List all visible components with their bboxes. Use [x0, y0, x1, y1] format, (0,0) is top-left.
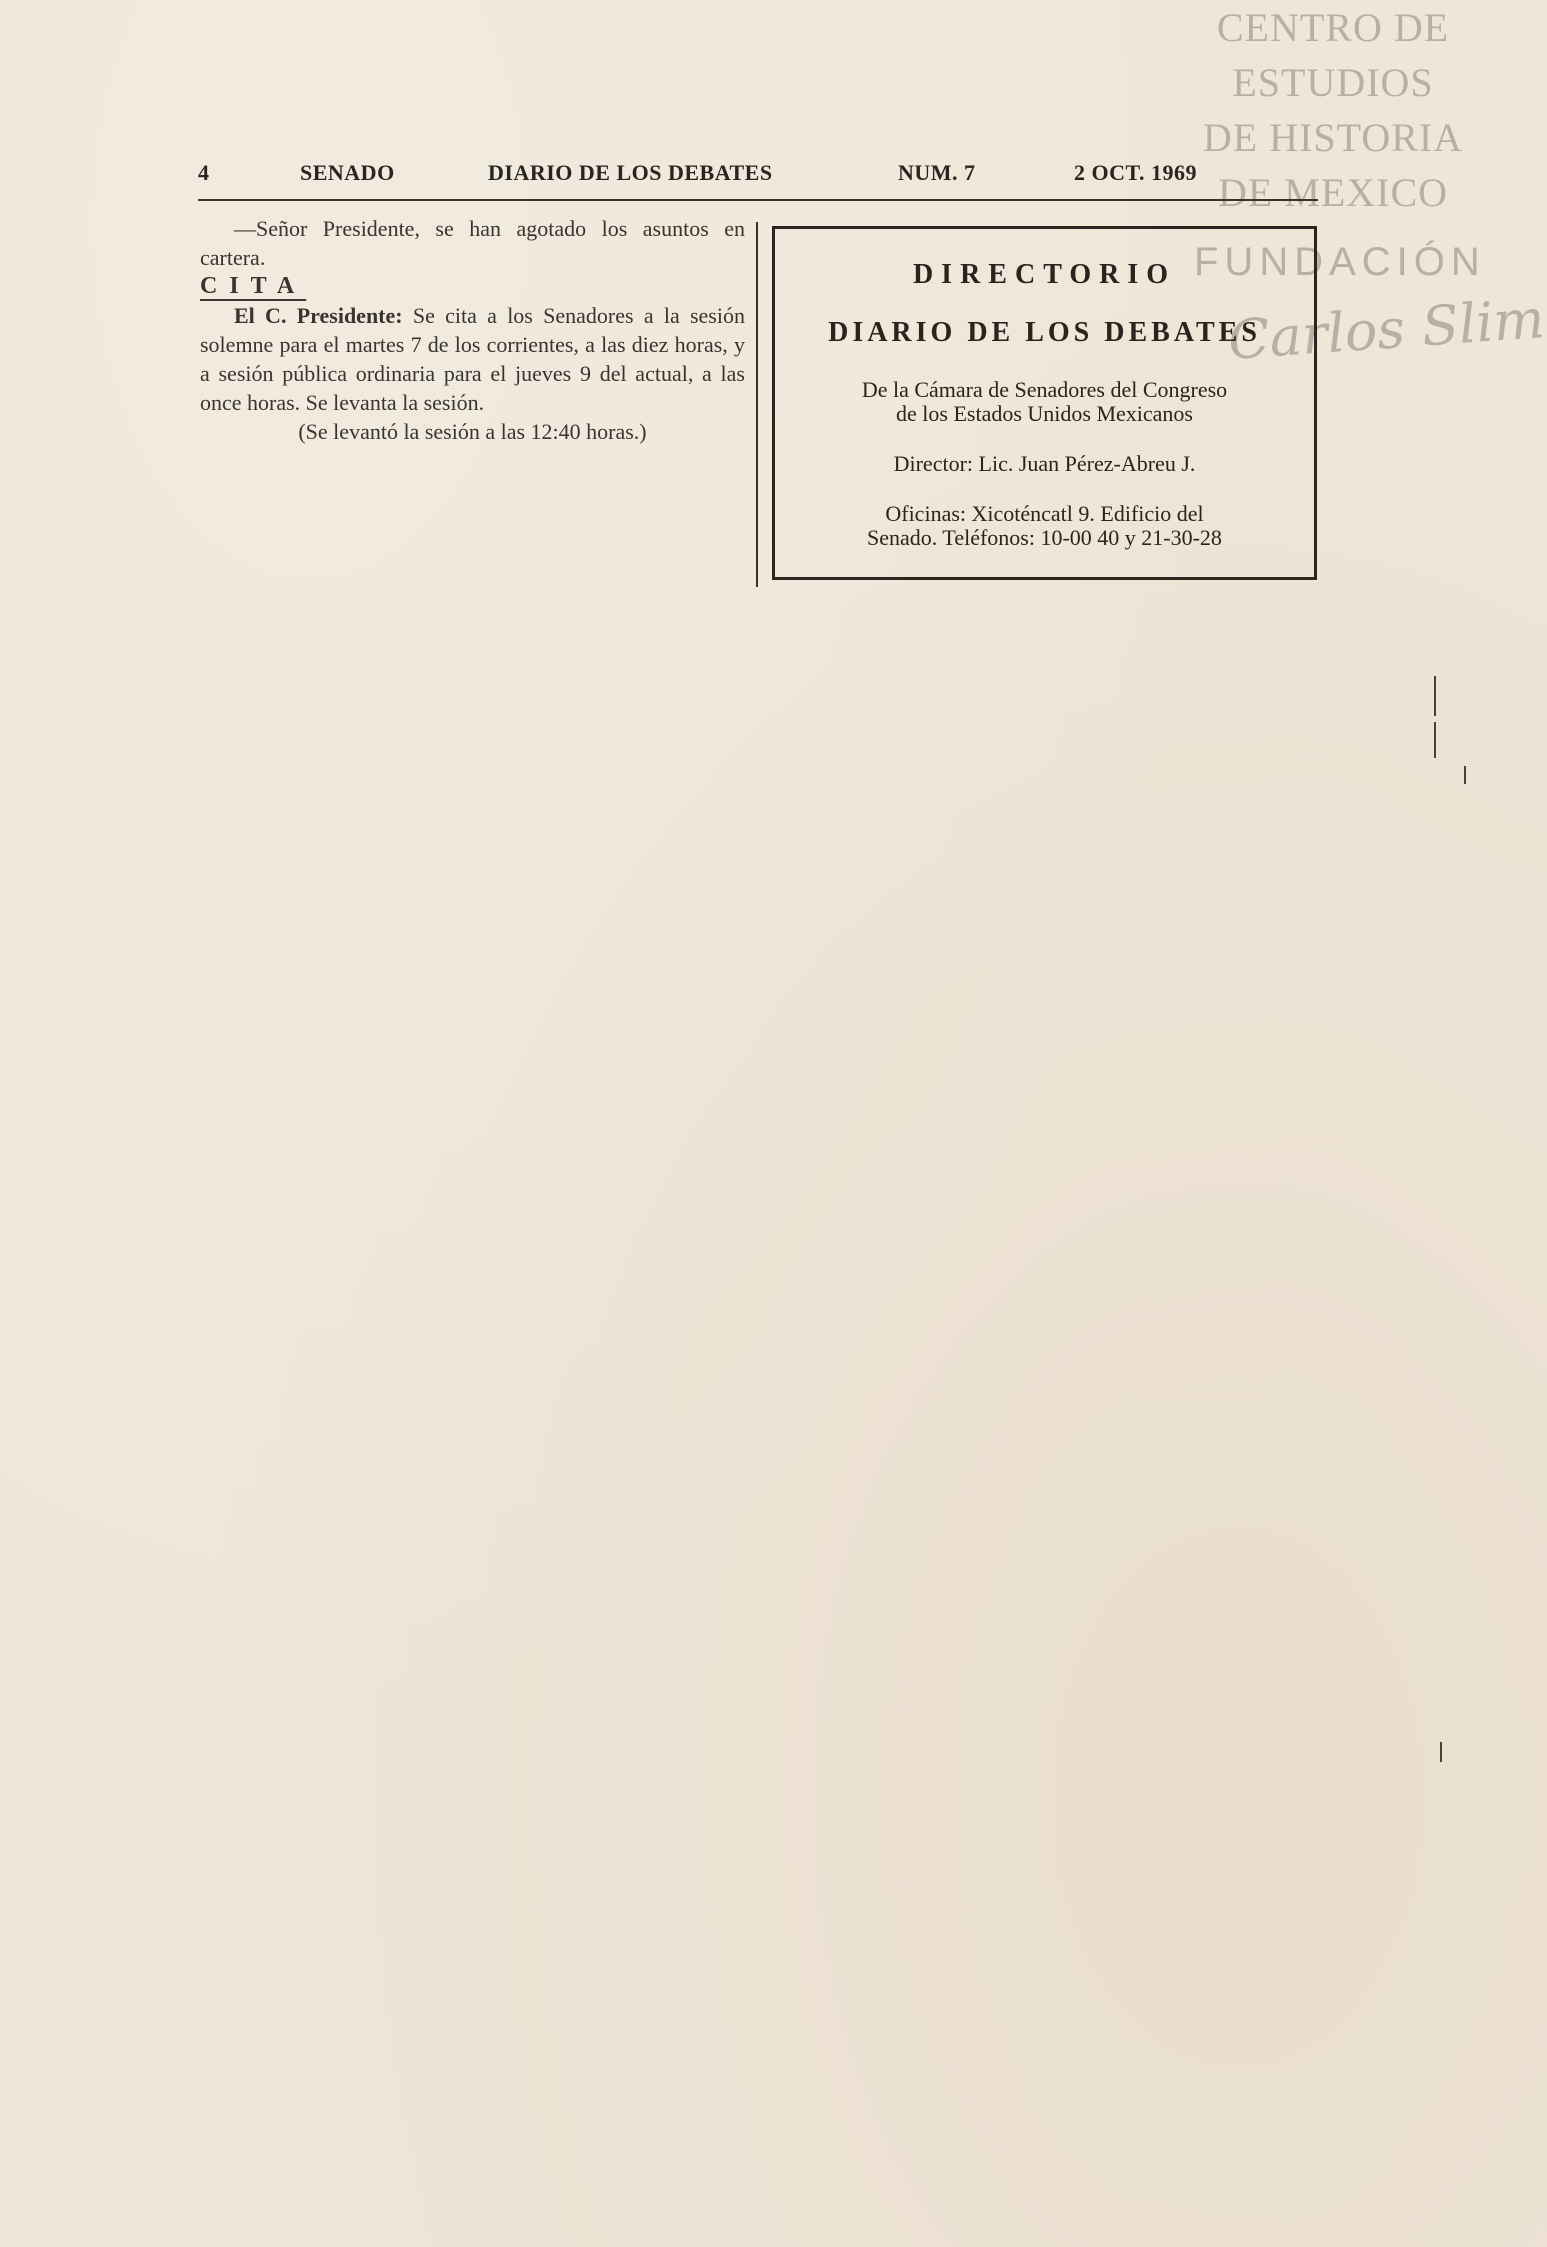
watermark-signature: Carlos Slim [1226, 287, 1547, 372]
speech-text: Se cita a los Senadores a la sesión solemne para el martes 7 de los corrientes, a las diez horas, y a sesión pública ordinaria para el jueves 9 del actual, a las once horas. Se levanta la sesión. [200, 303, 745, 415]
watermark-line: ESTUDIOS [1232, 60, 1434, 105]
directory-line: De la Cámara de Senadores del Congreso [861, 377, 1228, 402]
speaker-label: El C. Presidente: [234, 303, 403, 328]
scan-mark [1434, 676, 1436, 716]
scan-mark [1440, 1742, 1442, 1762]
directory-publication: DIARIO DE LOS DEBATES [828, 317, 1261, 348]
column-divider [756, 222, 758, 587]
scan-mark [1434, 722, 1436, 758]
issue-number: NUM. 7 [898, 160, 976, 185]
directory-offices: Senado. Teléfonos: 10-00 40 y 21-30-28 [867, 525, 1222, 550]
watermark-line: CENTRO DE [1216, 5, 1450, 50]
page-header [198, 160, 1213, 196]
scan-mark [1464, 766, 1466, 784]
opening-paragraph: —Señor Presidente, se han agotado los asuntos en cartera. [200, 216, 745, 270]
section-heading: CITA [200, 273, 307, 299]
closing-note: (Se levantó la sesión a las 12:40 horas.) [298, 419, 647, 444]
directory-box [772, 226, 1317, 580]
chamber-name: SENADO [300, 160, 395, 185]
directory-line: de los Estados Unidos Mexicanos [896, 401, 1193, 426]
header-rule [198, 199, 1318, 201]
publication-name: DIARIO DE LOS DEBATES [488, 160, 773, 185]
directory-title: DIRECTORIO [912, 259, 1177, 290]
directory-offices: Oficinas: Xicoténcatl 9. Edificio del [885, 501, 1204, 526]
watermark-foundation: FUNDACIÓN [1194, 240, 1486, 284]
speech-paragraph [200, 301, 745, 417]
watermark-line: DE HISTORIA [1202, 115, 1464, 160]
issue-date: 2 OCT. 1969 [1074, 160, 1198, 185]
page-number: 4 [198, 160, 210, 185]
watermark [1180, 0, 1486, 220]
left-column [200, 214, 745, 446]
directory-director: Director: Lic. Juan Pérez-Abreu J. [893, 451, 1196, 476]
watermark-line: DE MEXICO [1217, 170, 1449, 215]
